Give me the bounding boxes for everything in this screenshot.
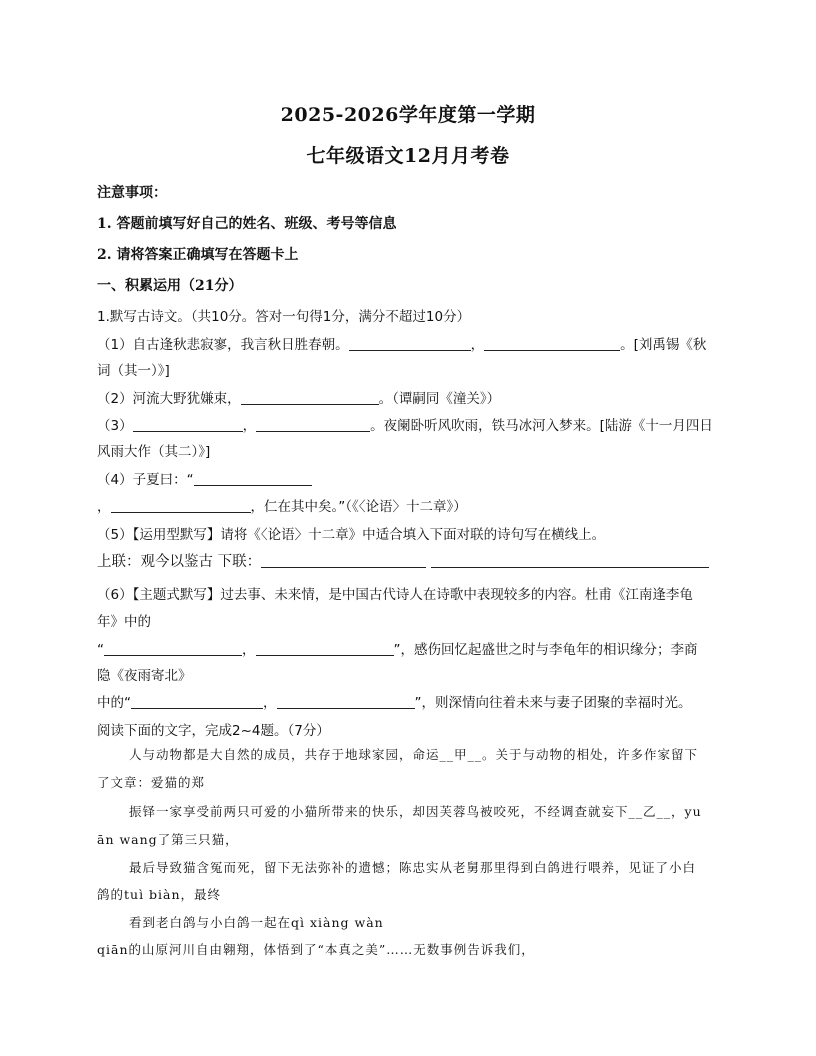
question-1-6-blanks-2 — [97, 691, 722, 711]
passage-line-8: qiān的山原河川自由翱翔，体悟到了“本真之美”……无数事例告诉我们， — [97, 942, 535, 957]
q1-3-label: （3） — [97, 418, 133, 434]
question-1-6-cont: 年》中的 — [97, 614, 151, 630]
passage-line-5: 最后导致猫含冤而死，留下无法弥补的遗憾；陈忠实从老舅那里得到白鸽进行喂养，见证了小白 — [129, 860, 697, 875]
q1-1-text: （1）自古逢秋悲寂寥，我言秋日胜春朝。 — [97, 337, 349, 353]
passage-line-6: 鸽的tuì biàn，最终 — [97, 887, 222, 902]
passage-line-3 — [129, 802, 719, 820]
notes-item-1: 1. 答题前填写好自己的姓名、班级、考号等信息 — [97, 216, 397, 232]
q1-6-text-2: ”，则深情向往着未来与妻子团聚的幸福时光。 — [414, 695, 692, 711]
exam-title-term: 2025-2026学年度第一学期 — [280, 104, 536, 126]
passage-line-2: 了文章：爱猫的郑 — [97, 775, 206, 790]
section1-heading: 一、积累运用（21分） — [97, 278, 243, 294]
question-1-5-couplet — [97, 550, 722, 571]
passage-line-4: ān wang了第三只猫， — [97, 832, 239, 847]
question-1-4 — [97, 468, 722, 488]
q1-6-prefix: 中的“ — [97, 695, 131, 711]
question-1-intro: 1.默写古诗文。（共10分。答对一句得1分，满分不超过10分） — [97, 309, 471, 325]
question-1-4-cont — [97, 495, 722, 515]
q1-6-sep-2: ， — [263, 695, 277, 711]
answer-blank[interactable] — [484, 336, 620, 351]
reading-intro: 阅读下面的文字，完成2~4题。（7分） — [97, 723, 330, 739]
notes-heading: 注意事项： — [97, 185, 167, 201]
question-1-2 — [97, 387, 722, 407]
q1-3-sep: ， — [242, 418, 257, 434]
answer-blank[interactable] — [133, 417, 243, 432]
exam-title-name: 七年级语文12月月考卷 — [306, 145, 510, 167]
q1-4-source: ，仁在其中矣。”（《〈论语〉十二章》） — [250, 499, 467, 515]
couplet-text: 上联：观今以鉴古 下联： — [97, 554, 262, 570]
answer-blank[interactable] — [431, 553, 709, 568]
question-1-3 — [97, 414, 722, 434]
question-1-6: （6）【主题式默写】过去事、未来情，是中国古代诗人在诗歌中表现较多的内容。杜甫《江南逢李龟 — [97, 587, 693, 603]
q1-6-text: ”，感伤回忆起盛世之时与李龟年的相识缘分；李商 — [393, 642, 698, 658]
q1-1-source: 。[刘禹锡《秋 — [620, 337, 707, 353]
answer-blank[interactable] — [194, 471, 312, 486]
answer-blank[interactable] — [256, 641, 394, 656]
q1-2-text: （2）河流大野犹嫌束， — [97, 391, 241, 407]
answer-blank[interactable] — [111, 498, 251, 513]
question-1-6-blanks-1 — [97, 638, 722, 658]
answer-blank[interactable] — [256, 417, 370, 432]
q1-1-sep: ， — [470, 337, 485, 353]
blank-mark-jia: __甲__ — [439, 747, 483, 762]
passage-text: ，yu — [671, 804, 702, 819]
answer-blank[interactable] — [261, 553, 426, 568]
q1-6-sep: ， — [242, 642, 256, 658]
passage-text: 。关于与动物的相处，许多作家留下 — [482, 747, 699, 762]
passage-line-7: 看到老白鸽与小白鸽一起在qì xiàng wàn — [129, 915, 384, 930]
answer-blank[interactable] — [104, 641, 242, 656]
passage-text: 振铎一家享受前两只可爱的小猫所带来的快乐，却因芙蓉鸟被咬死，不经调查就妄下 — [129, 804, 629, 819]
question-1-1 — [97, 333, 722, 353]
question-1-5: （5）【运用型默写】请将《〈论语〉十二章》中适合填入下面对联的诗句写在横线上。 — [97, 527, 606, 543]
passage-text: 人与动物都是大自然的成员，共存于地球家园，命运 — [129, 747, 440, 762]
passage-line-1 — [129, 745, 719, 763]
answer-blank[interactable] — [131, 694, 263, 709]
q1-4-sep: ， — [97, 499, 111, 515]
answer-blank[interactable] — [277, 694, 415, 709]
q1-6-open-quote: “ — [97, 642, 104, 658]
answer-blank[interactable] — [241, 390, 379, 405]
blank-mark-yi: __乙__ — [628, 804, 672, 819]
q1-3-text: 。夜阑卧听风吹雨，铁马冰河入梦来。[陆游《十一月四日 — [370, 418, 713, 434]
question-1-3-cont: 风雨大作（其二）》] — [97, 444, 211, 460]
q1-2-source: 。（谭嗣同《潼关》） — [378, 391, 501, 407]
question-1-1-cont: 词（其一）》] — [97, 363, 170, 379]
question-1-6-poem: 隐《夜雨寄北》 — [97, 668, 192, 684]
q1-4-text: （4）子夏曰：“ — [97, 472, 194, 488]
answer-blank[interactable] — [349, 336, 471, 351]
notes-item-2: 2. 请将答案正确填写在答题卡上 — [97, 247, 299, 263]
